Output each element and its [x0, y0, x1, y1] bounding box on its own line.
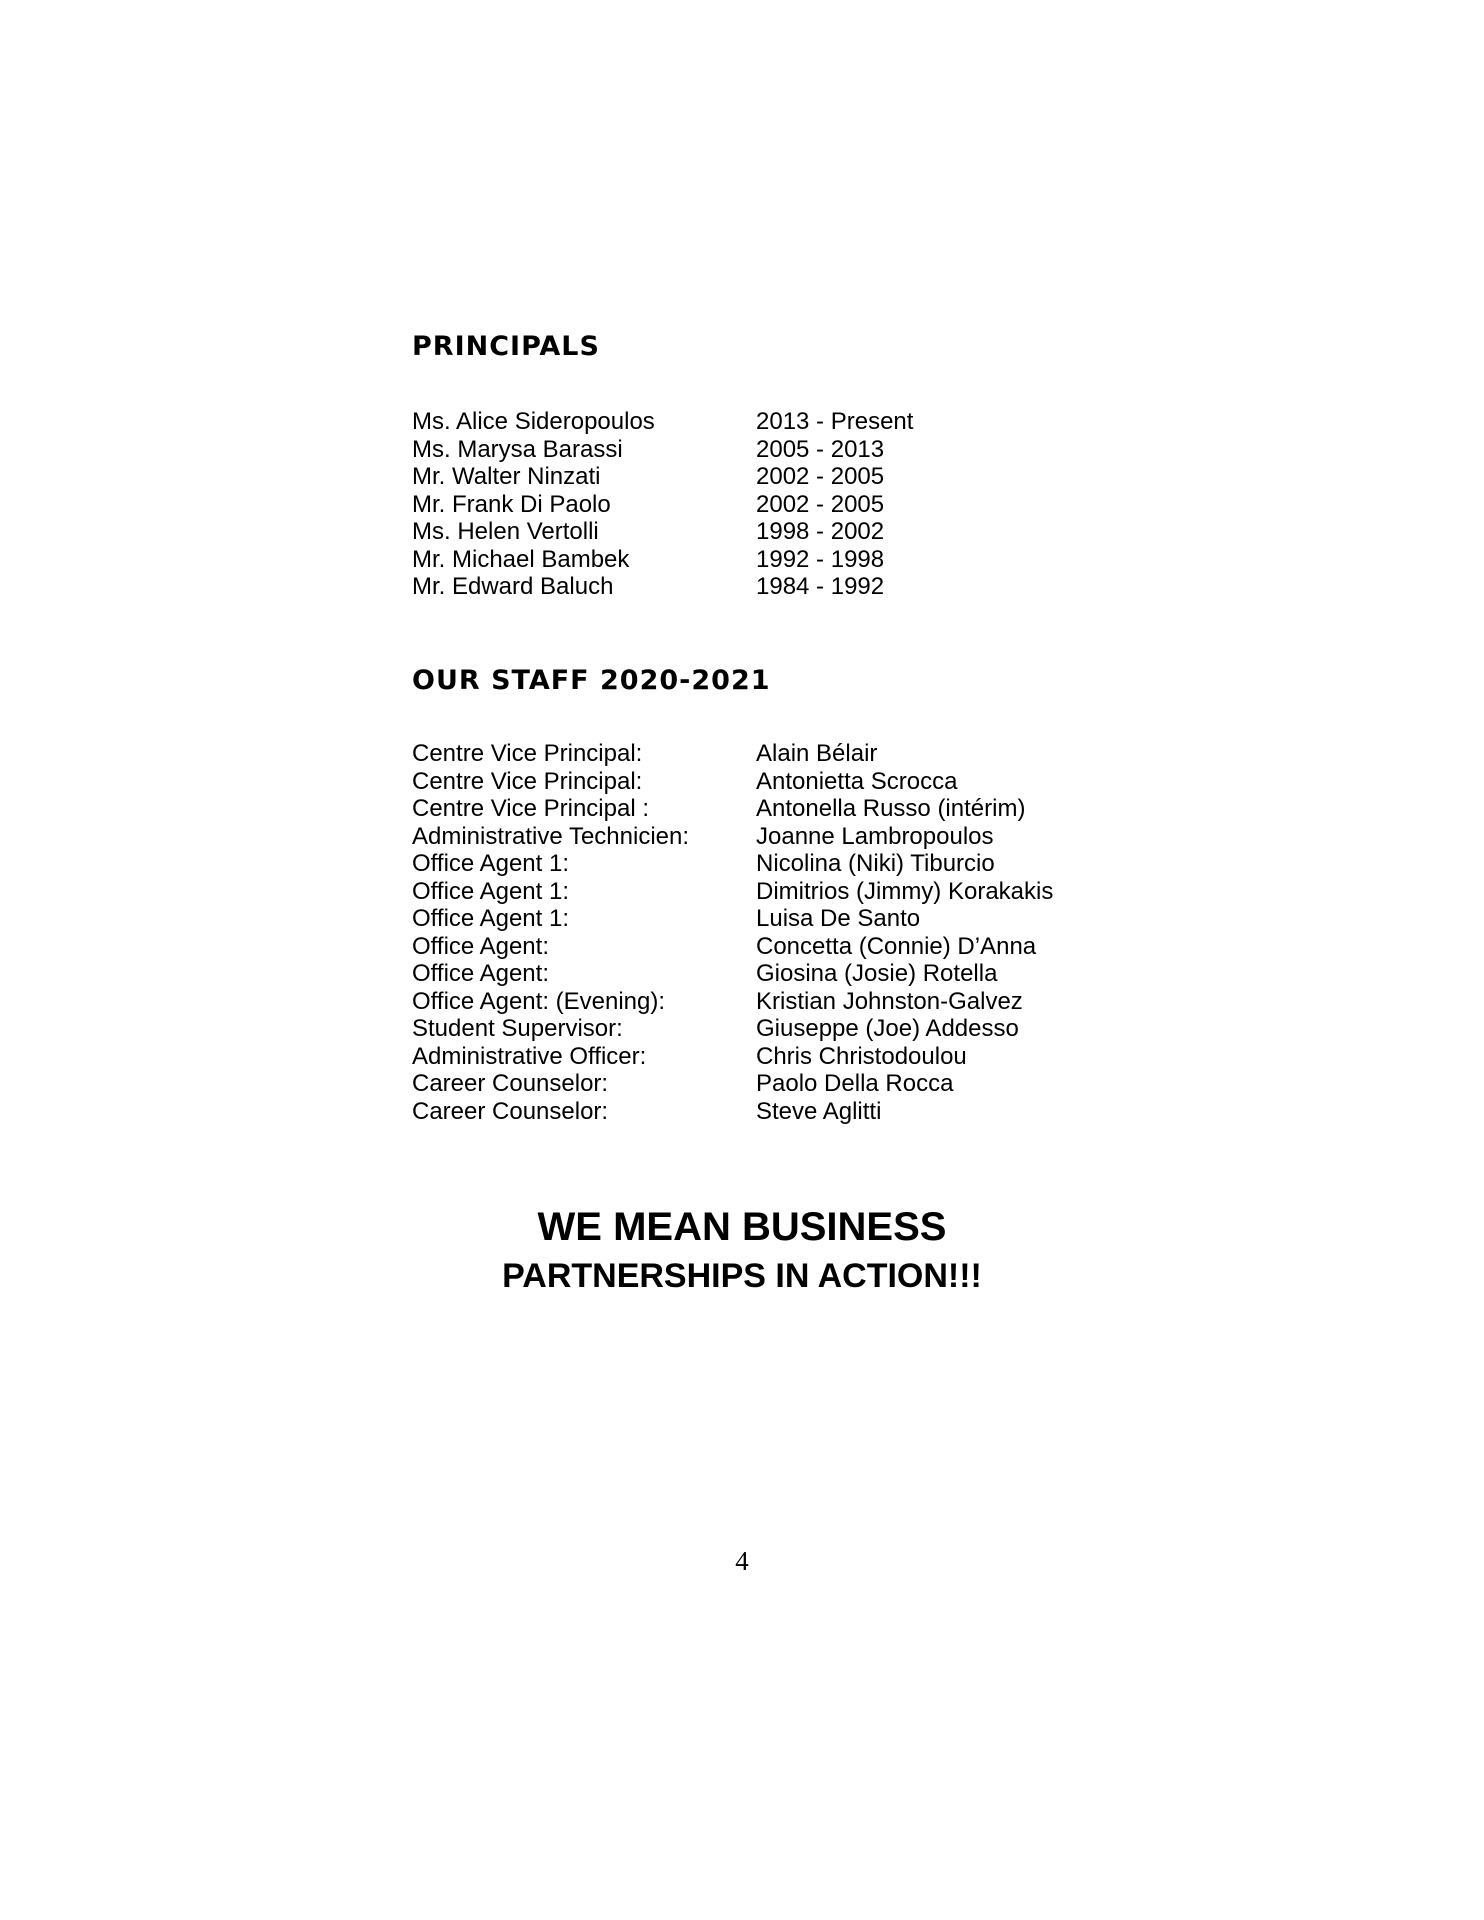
principal-years: 1992 - 1998 [756, 545, 885, 573]
staff-name: Luisa De Santo [756, 905, 921, 932]
principal-years: 2005 - 2013 [756, 435, 885, 463]
principal-name: Mr. Frank Di Paolo [412, 490, 611, 518]
principal-row [412, 546, 913, 574]
staff-row [412, 1043, 1053, 1071]
staff-list [412, 740, 1053, 1125]
staff-row [412, 988, 1053, 1016]
staff-name: Antonella Russo (intérim) [756, 795, 1026, 822]
staff-name: Alain Bélair [756, 740, 878, 767]
staff-role: Administrative Officer: [412, 1042, 647, 1070]
staff-name: Steve Aglitti [756, 1097, 882, 1125]
staff-row [412, 1015, 1053, 1043]
principal-row [412, 408, 913, 436]
principal-years: 1984 - 1992 [756, 573, 885, 600]
principals-heading: PRINCIPALS [412, 331, 600, 362]
principals-list [412, 408, 913, 601]
staff-name: Kristian Johnston-Galvez [756, 987, 1023, 1015]
staff-name: Antonietta Scrocca [756, 767, 958, 795]
staff-row [412, 850, 1053, 878]
principal-name: Ms. Alice Sideropoulos [412, 408, 655, 435]
staff-row [412, 960, 1053, 988]
staff-name: Dimitrios (Jimmy) Korakakis [756, 877, 1054, 905]
staff-row [412, 740, 1053, 768]
staff-row [412, 905, 1053, 933]
staff-role: Office Agent: [412, 960, 549, 987]
staff-name: Giuseppe (Joe) Addesso [756, 1015, 1019, 1042]
principal-row [412, 491, 913, 519]
staff-role: Student Supervisor: [412, 1015, 623, 1042]
principal-name: Ms. Marysa Barassi [412, 435, 623, 463]
slogan-title: WE MEAN BUSINESS [537, 1205, 947, 1249]
principal-row [412, 573, 913, 601]
staff-row [412, 933, 1053, 961]
staff-role: Office Agent: [412, 932, 549, 960]
staff-role: Office Agent 1: [412, 850, 569, 877]
staff-row [412, 823, 1053, 851]
staff-role: Centre Vice Principal : [412, 795, 649, 822]
staff-name: Paolo Della Rocca [756, 1070, 954, 1097]
principal-years: 2002 - 2005 [756, 490, 885, 518]
principal-years: 2013 - Present [756, 408, 914, 435]
staff-role: Career Counselor: [412, 1070, 609, 1097]
staff-role: Administrative Technicien: [412, 822, 690, 850]
staff-row [412, 878, 1053, 906]
staff-role: Career Counselor: [412, 1097, 609, 1125]
principal-years: 1998 - 2002 [756, 518, 885, 545]
principal-row [412, 518, 913, 546]
principal-name: Mr. Edward Baluch [412, 573, 614, 600]
staff-heading: OUR STAFF 2020-2021 [412, 665, 771, 696]
page-number: 4 [735, 1546, 749, 1576]
staff-name: Giosina (Josie) Rotella [756, 960, 998, 987]
principal-row [412, 463, 913, 491]
staff-name: Concetta (Connie) D’Anna [756, 932, 1037, 960]
staff-role: Office Agent 1: [412, 877, 569, 905]
slogan-subtitle: PARTNERSHIPS IN ACTION!!! [502, 1257, 982, 1295]
staff-row [412, 1070, 1053, 1098]
staff-name: Nicolina (Niki) Tiburcio [756, 850, 995, 877]
staff-name: Chris Christodoulou [756, 1042, 967, 1070]
principal-name: Mr. Walter Ninzati [412, 463, 601, 490]
principal-name: Mr. Michael Bambek [412, 545, 630, 573]
staff-name: Joanne Lambropoulos [756, 822, 994, 850]
staff-row [412, 795, 1053, 823]
principal-name: Ms. Helen Vertolli [412, 518, 599, 545]
staff-row [412, 1098, 1053, 1126]
principal-years: 2002 - 2005 [756, 463, 885, 490]
staff-role: Centre Vice Principal: [412, 767, 643, 795]
staff-role: Office Agent 1: [412, 905, 569, 932]
staff-role: Office Agent: (Evening): [412, 987, 666, 1015]
staff-role: Centre Vice Principal: [412, 740, 643, 767]
principal-row [412, 436, 913, 464]
staff-row [412, 768, 1053, 796]
